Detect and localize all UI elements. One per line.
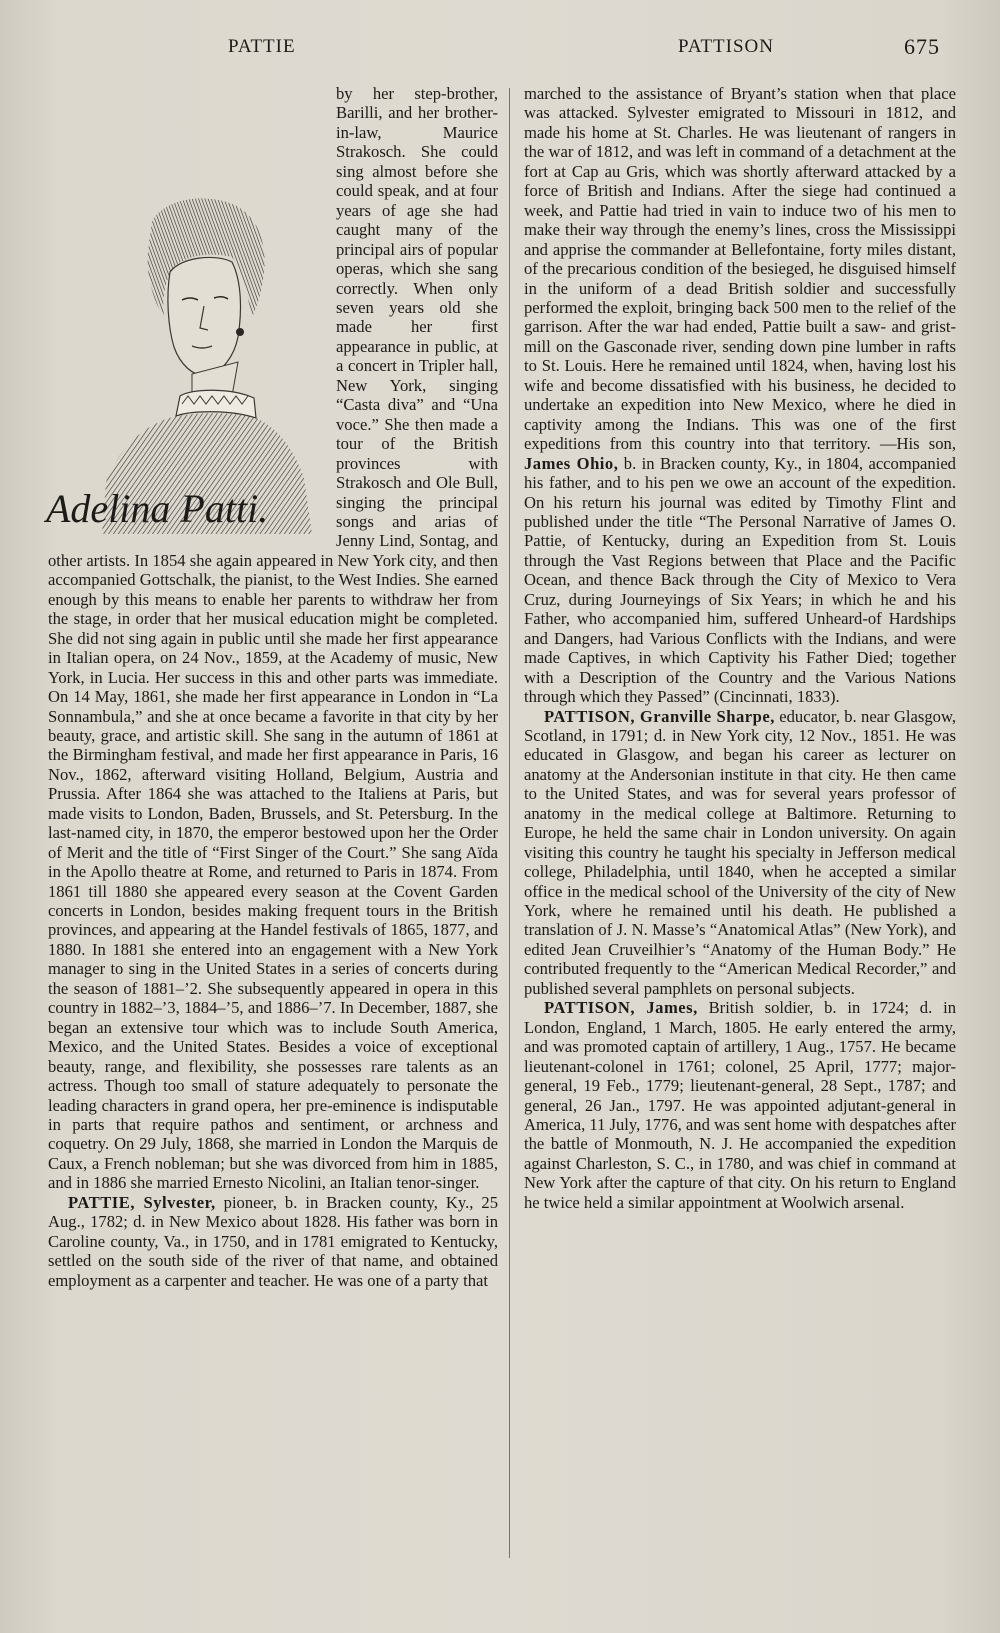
- running-head: [0, 36, 1000, 66]
- entry-pattison-granville: [524, 707, 956, 999]
- entry-body: educator, b. near Glasgow, Scotland, in 1791; d. in New York city, 12 Nov., 1851. He was educated in Glasgow, and began his career as lecturer on anatomy at the Andersonian institute in that city. He then came to the United States, and was for several years professor of anatomy in the medical college at Baltimore. Returning to Europe, he held the same chair in London university. On again visiting this country he taught his specialty in Jefferson medical college, Philadelphia, until 1840, when he accepted a similar office in the medical school of the University of the city of New York, where he remained until his death. He published a translation of J. N. Masse’s “Anatomical Atlas” (New York), and edited Jean Cruveilhier’s “Anatomy of the Human Body.” He contributed frequently to the “American Medical Recorder,” and published several pamphlets on personal subjects.: [524, 706, 956, 998]
- entry-heading: PATTISON, James,: [544, 998, 698, 1018]
- pattie-sylvester-continued: [524, 84, 956, 707]
- entry-body: British soldier, b. in 1724; d. in London, England, 1 March, 1805. He early entered the army, and was promoted captain of artillery, 1 Aug., 1757. He became lieutenant-colonel in 1761; colonel, 25 April, 1777; major-general, 19 Feb., 1779; lieutenant-general, 28 Sept., 1787; and general, 26 Jan., 1797. He was appointed adjutant-general in America, 11 July, 1776, and was sent home with despatches after the battle of Monmouth, N. J. He accompanied the expedition against Charleston, S. C., in 1780, and was chief in command at New York after the capture of that city. On his return to England he twice held a similar appointment at Woolwich arsenal.: [524, 998, 956, 1212]
- patti-biography-continued: by her step-brother, Barilli, and her brother-in-law, Maurice Strakosch. She could sing almost before she could speak, and at four years of age she had caught many of the principal airs of popular operas, which she sang correctly. When only seven years old she made her first appearance in public, at a concert in Tripler hall, New York, singing “Casta diva” and “Una voce.” She then made a tour of the British provinces with Strakosch and Ole Bull, singing the principal songs and arias of Jenny Lind, Sontag, and other artists. In 1854 she again appeared in New York city, and then accompanied Gottschalk, the pianist, to the West Indies. She earned enough by this means to enable her parents to withdraw her from the stage, in order that her musical education might be completed. She did not sing again in public until she made her first appearance in Italian opera, on 24 Nov., 1859, at the Academy of music, New York, in Lucia. Her success in this and other parts was immediate. On 14 May, 1861, she made her first appearance in London in “La Sonnambula,” and she at once became a favorite in that city by her beauty, grace, and artistic skill. She sang in the autumn of 1861 at the Birmingham festival, and made her first appearance in Paris, 16 Nov., 1862, afterward visiting Holland, Belgium, Austria and Prussia. After 1864 she was attached to the Italiens at Paris, but made visits to London, Baden, Brussels, and St. Petersburg. In the last-named city, in 1870, the emperor bestowed upon her the Order of Merit and the title of “First Singer of the Court.” She sang Aïda in the Apollo theatre at Rome, and returned to Paris in 1874. From 1861 till 1880 she appeared every season at the Covent Garden concerts in London, besides making frequent tours in the British provinces, and appearing at the Handel festivals of 1865, 1877, and 1880. In 1881 she entered into an engagement with a New York manager to sing in the United States in a series of concerts during the season of 1881–’2. She subsequently appeared in opera in this country in 1882–’3, 1884–’5, and 1886–’7. In December, 1887, she began an extensive tour which was to include South America, Mexico, and the United States. Besides a voice of exceptional beauty, range, and flexibility, she possesses rare talents as an actress. Though too small of stature adequately to personate the leading characters in grand opera, her pre-eminence is indisputable in parts that require pathos and sentiment, or archness and coquetry. On 29 July, 1868, she married in London the Marquis de Caux, a French nobleman; but she was divorced from him in 1885, and in 1886 she married Ernesto Nicolini, an Italian tenor-singer.: [48, 84, 498, 1193]
- entry-body: marched to the assistance of Bryant’s station when that place was attacked. Sylvester emigrated to Missouri in 1812, and made his home at St. Charles. He was lieutenant of rangers in the war of 1812, and was left in command of a detachment at the fort at Cap au Gris, which was shortly afterward attacked by a force of British and Indians. After the siege had continued a week, and Pattie had tried in vain to induce two of his men to make their way through the enemy’s lines, cross the Mississippi and apprise the commander at Bellefontaine, forty miles distant, of the precarious condition of the besieged, he disguised himself in the uniform of a dead British soldier and successfully performed the exploit, bringing back 500 men to the relief of the garrison. After the war had ended, Pattie built a saw- and grist-mill on the Gasconade river, sending down pine lumber in rafts to St. Louis. Here he remained until 1824, when, having lost his wife and become dissatisfied with his business, he decided to undertake an expedition into New Mexico, where he died in captivity among the Indians. This was one of the first expeditions from this country into that territory. —His son,: [524, 84, 956, 454]
- entry-pattie-sylvester: [48, 1193, 498, 1290]
- portrait-signature: Adelina Patti.: [46, 486, 269, 531]
- sub-entry-heading: James Ohio,: [524, 453, 619, 473]
- entry-heading: PATTIE, Sylvester,: [68, 1192, 216, 1212]
- header-right-word: PATTISON: [678, 36, 774, 57]
- entry-pattison-james: [524, 998, 956, 1212]
- left-column: [48, 84, 498, 1290]
- portrait-illustration: [42, 182, 332, 534]
- portrait-engraving: [42, 182, 332, 534]
- column-divider: [509, 88, 510, 1558]
- page-number: 675: [904, 34, 940, 59]
- header-left-word: PATTIE: [228, 36, 296, 57]
- entry-body: b. in Bracken county, Ky., in 1804, accompanied his father, and to his pen we owe an account of the expedition. On his return his journal was edited by Timothy Flint and published under the title “The Personal Narrative of James O. Pattie, of Kentucky, during an Expedition from St. Louis through the Vast Regions between that Place and the Pacific Ocean, and thence Back through the City of Mexico to Vera Cruz, during Journeyings of Six Years; in which he and his Father, who accompanied him, suffered Unheard-of Hardships and Dangers, had Various Conflicts with the Indians, and were made Captives, in which Captivity his Father Died; together with a Description of the Country and the Various Nations through which they Passed” (Cincinnati, 1833).: [524, 453, 956, 707]
- entry-heading: PATTISON, Granville Sharpe,: [544, 706, 775, 726]
- right-column: [524, 84, 956, 1212]
- entry-body: pioneer, b. in Bracken county, Ky., 25 Aug., 1782; d. in New Mexico about 1828. His father was born in Caroline county, Va., in 1750, and in 1781 emigrated to Kentucky, settled on the south side of the river of that name, and obtained employment as a carpenter and teacher. He was one of a party that: [48, 1192, 498, 1290]
